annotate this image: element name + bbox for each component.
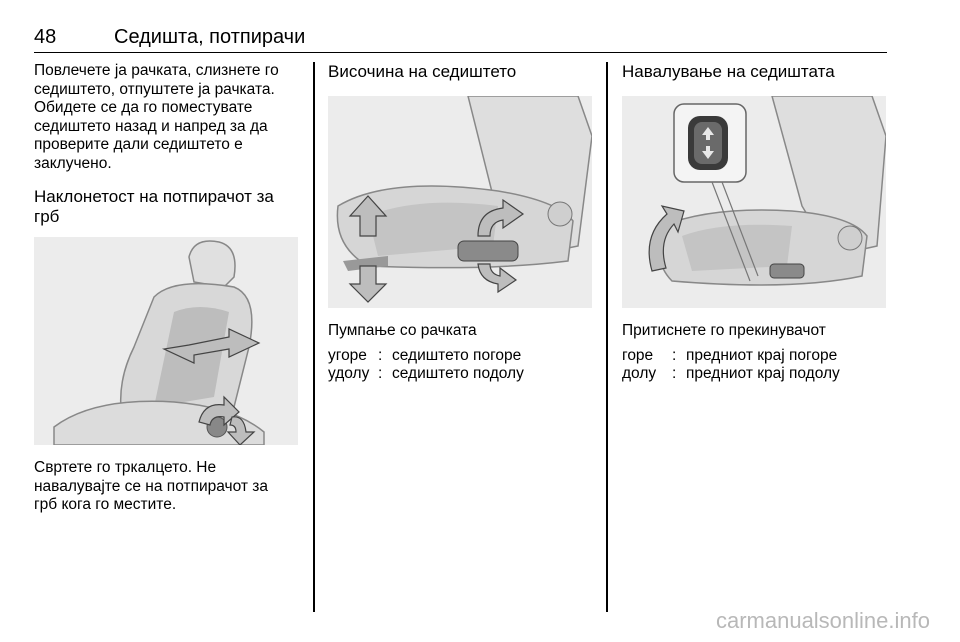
column-middle (328, 62, 590, 384)
seat-height-illustration (328, 96, 592, 308)
column-divider (606, 62, 608, 612)
page-number: 48 (34, 26, 57, 48)
definition-row: удолу : седиштето подолу (328, 365, 524, 382)
tilt-heading: Навалување на седиштата (622, 62, 835, 81)
column-divider (313, 62, 315, 612)
height-figure (328, 96, 592, 308)
height-heading: Височина на седиштето (328, 62, 517, 81)
backrest-heading: Наклонетост на потпирачот за грб (34, 187, 274, 226)
column-right (622, 62, 884, 384)
definition-row: горе : предниот крај погоре (622, 346, 838, 364)
seat-backrest-illustration (34, 237, 298, 445)
backrest-figure (34, 237, 298, 445)
height-definitions (328, 347, 590, 384)
definition-row: угоре : седиштето погоре (328, 346, 522, 364)
definition-row: долу : предниот крај подолу (622, 365, 840, 382)
seat-tilt-illustration (622, 96, 886, 308)
column-left (34, 62, 296, 515)
tilt-figure (622, 96, 886, 308)
tilt-caption: Притиснете го прекинувачот (622, 322, 826, 339)
page-header (34, 26, 887, 53)
tilt-definitions (622, 347, 884, 384)
watermark: carmanualsonline.info (715, 608, 930, 633)
chapter-title: Седишта, потпирачи (114, 26, 306, 48)
backrest-caption: Свртете го тркалцето. Не навалувајте се на потпирачот за грб кога го местите. (34, 459, 269, 513)
height-caption: Пумпање со рачката (328, 322, 477, 339)
intro-paragraph: Повлечете ја рачката, слизнете го седиштето, отпуштете ја рачката. Обидете се да го поместувате седиштето назад и напред за да проверите дали седиштето е заклучено. (34, 62, 279, 172)
